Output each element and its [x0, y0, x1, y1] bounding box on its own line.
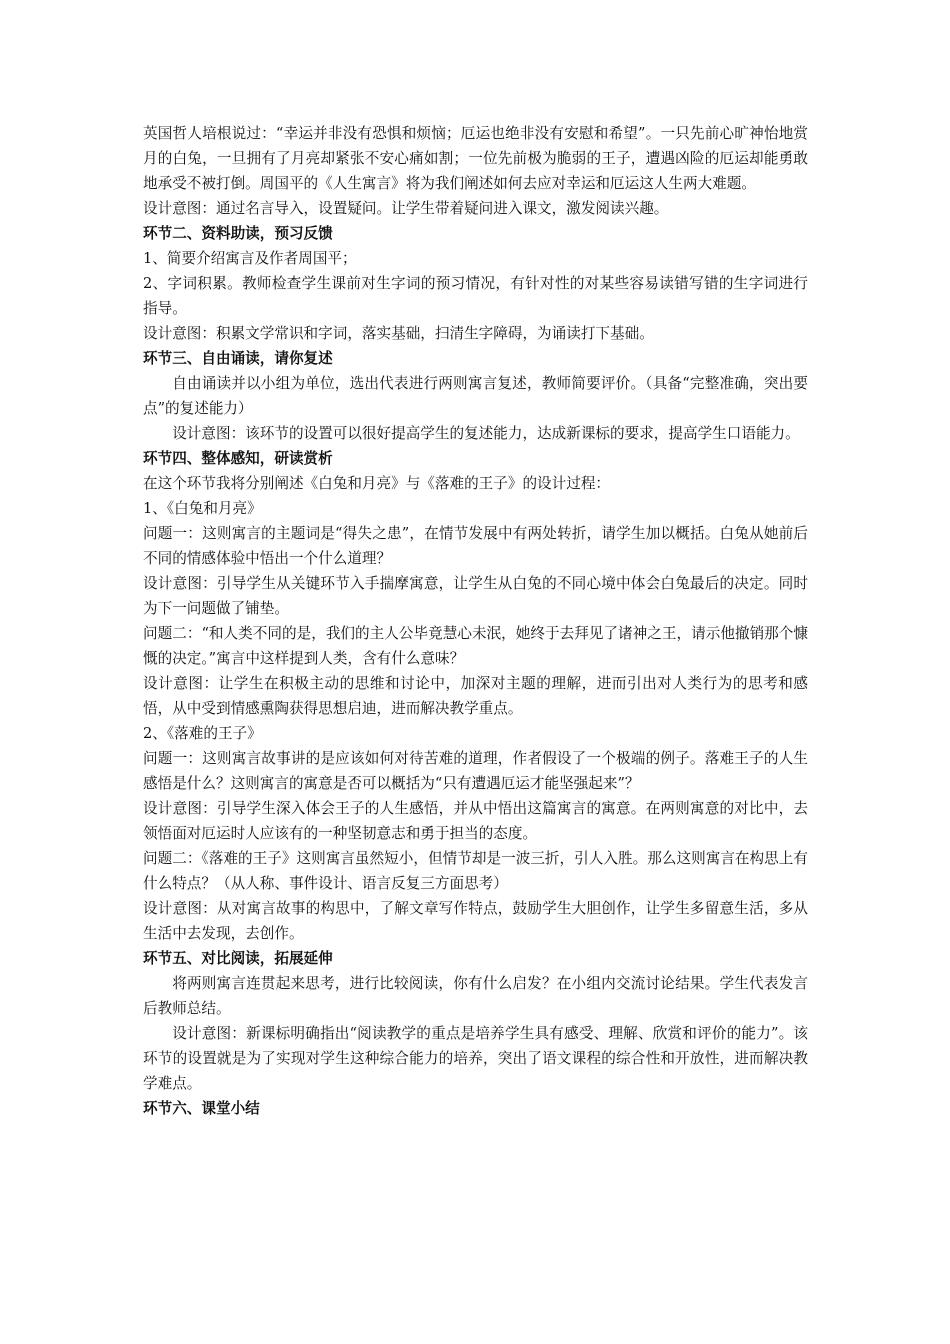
question-1a: 问题一：这则寓言的主题词是“得失之患”，在情节发展中有两处转折，请学生加以概括。白兔从她前后不同的情感体验中悟出一个什么道理？: [143, 525, 808, 567]
design-intent-4a: 设计意图：引导学生从关键环节入手揣摩寓意，让学生从白兔的不同心境中体会白兔最后的决定。同时为下一问题做了铺垫。: [143, 575, 808, 617]
section-4-intro: 在这个环节我将分别阐述《白兔和月亮》与《落难的王子》的设计过程：: [143, 475, 611, 492]
design-intent-4d: 设计意图：从对寓言故事的构思中，了解文章写作特点，鼓励学生大胆创作，让学生多留意生活，多从生活中去发现，去创作。: [143, 900, 808, 942]
question-1b: 问题一：这则寓言故事讲的是应该如何对待苦难的道理，作者假设了一个极端的例子。落难王子的人生感悟是什么？这则寓言的寓意是否可以概括为“只有遭遇厄运才能坚强起来”？: [143, 750, 808, 792]
design-intent-2: 设计意图：积累文学常识和字词，落实基础，扫清生字障碍，为诵读打下基础。: [143, 325, 654, 342]
list-item-2: 2、字词积累。教师检查学生课前对生字词的预习情况，有针对性的对某些容易读错写错的生字词进行指导。: [143, 275, 808, 317]
section-heading-2: 环节二、资料助读，预习反馈: [143, 225, 333, 242]
subsection-fallen-prince: 2、《落难的王子》: [143, 725, 262, 742]
document-body: [143, 121, 808, 1121]
section-heading-4: 环节四、整体感知，研读赏析: [143, 450, 333, 467]
recitation-paragraph: 自由诵读并以小组为单位，选出代表进行两则寓言复述，教师简要评价。（具备“完整准确，突出要点”的复述能力）: [143, 375, 808, 417]
intro-paragraph: 英国哲人培根说过：“幸运并非没有恐惧和烦恼；厄运也绝非没有安慰和希望”。一只先前心旷神怡地赏月的白兔，一旦拥有了月亮却紧张不安心痛如割；一位先前极为脆弱的王子，遭遇凶险的厄运却能勇敢地承受不被打倒。周国平的《人生寓言》将为我们阐述如何去应对幸运和厄运这人生两大难题。: [143, 125, 808, 192]
comparison-paragraph: 将两则寓言连贯起来思考，进行比较阅读，你有什么启发？在小组内交流讨论结果。学生代表发言后教师总结。: [143, 975, 808, 1017]
design-intent-5: 设计意图：新课标明确指出“阅读教学的重点是培养学生具有感受、理解、欣赏和评价的能力”。该环节的设置就是为了实现对学生这种综合能力的培养，突出了语文课程的综合性和开放性，进而解决教学难点。: [143, 1025, 808, 1092]
question-2a: 问题二：“和人类不同的是，我们的主人公毕竟慧心未泯，她终于去拜见了诸神之王，请示他撤销那个慷慨的决定。”寓言中这样提到人类，含有什么意味？: [143, 625, 808, 667]
subsection-rabbit-moon: 1、《白兔和月亮》: [143, 500, 262, 517]
section-heading-3: 环节三、自由诵读，请你复述: [143, 350, 333, 367]
question-2b: 问题二：《落难的王子》这则寓言虽然短小，但情节却是一波三折，引人入胜。那么这则寓言在构思上有什么特点？（从人称、事件设计、语言反复三方面思考）: [143, 850, 808, 892]
section-heading-6: 环节六、课堂小结: [143, 1100, 260, 1117]
design-intent-4b: 设计意图：让学生在积极主动的思维和讨论中，加深对主题的理解，进而引出对人类行为的思考和感悟，从中受到情感熏陶获得思想启迪，进而解决教学重点。: [143, 675, 808, 717]
design-intent-4c: 设计意图：引导学生深入体会王子的人生感悟，并从中悟出这篇寓言的寓意。在两则寓意的对比中，去领悟面对厄运时人应该有的一种坚韧意志和勇于担当的态度。: [143, 800, 808, 842]
section-heading-5: 环节五、对比阅读，拓展延伸: [143, 950, 333, 967]
design-intent-3: 设计意图：该环节的设置可以很好提高学生的复述能力，达成新课标的要求，提高学生口语能力。: [172, 425, 800, 442]
list-item-1: 1、简要介绍寓言及作者周国平；: [143, 250, 357, 267]
design-intent-1: 设计意图：通过名言导入，设置疑问。让学生带着疑问进入课文，激发阅读兴趣。: [143, 200, 669, 217]
